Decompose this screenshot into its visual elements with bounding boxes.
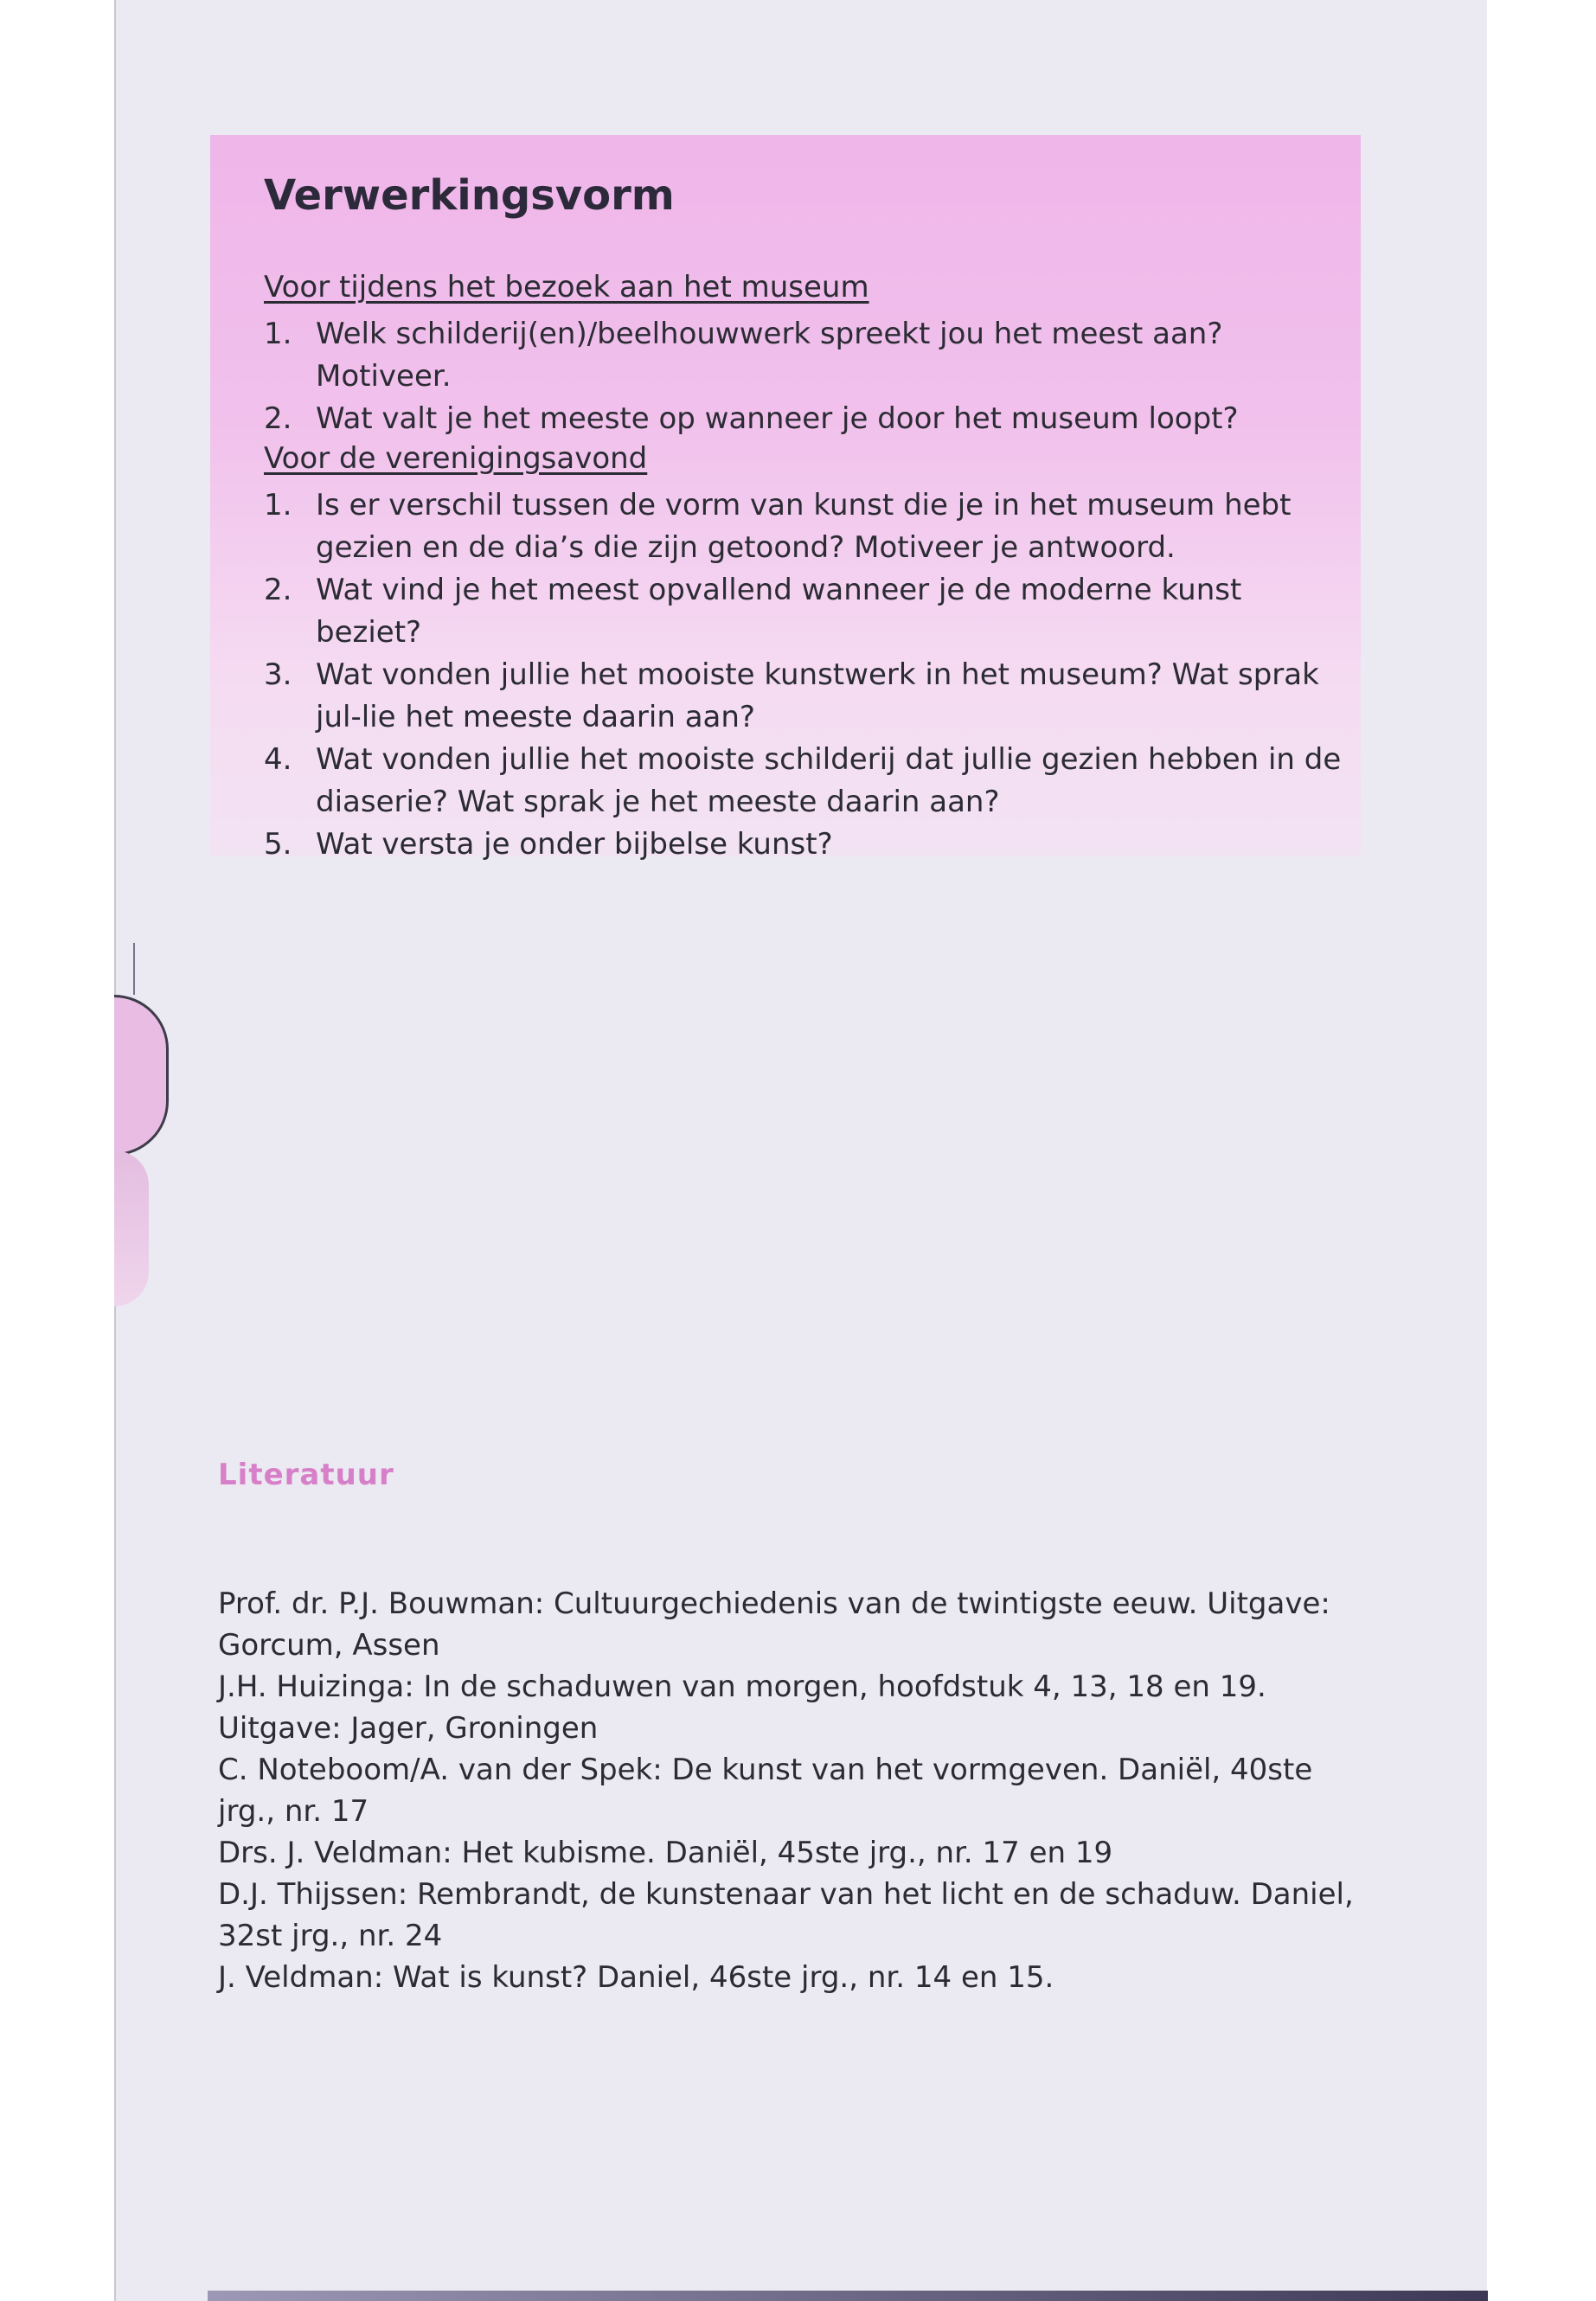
list-item: 2. Wat vind je het meest opvallend wanneer je de moderne kunst beziet?: [264, 573, 1242, 650]
literature-item: D.J. Thijssen: Rembrandt, de kunstenaar van het licht en de schaduw. Daniel, 32st jrg., nr. 24: [218, 1877, 1354, 1953]
assignment-title: Verwerkingsvorm: [264, 171, 675, 220]
literature-list: [218, 1583, 1360, 1998]
question-list-club-evening: [264, 484, 1354, 866]
list-item: 1. Welk schilderij(en)/beelhouwwerk spreekt jou het meest aan? Motiveer.: [264, 317, 1223, 394]
literature-item: J. Veldman: Wat is kunst? Daniel, 46ste jrg., nr. 14 en 15.: [218, 1960, 1054, 1995]
literature-item: J.H. Huizinga: In de schaduwen van morgen, hoofdstuk 4, 13, 18 en 19. Uitgave: Jager, Groningen: [218, 1670, 1266, 1746]
section-heading-museum-visit: Voor tijdens het bezoek aan het museum: [264, 270, 869, 304]
literature-item: Prof. dr. P.J. Bouwman: Cultuurgechiedenis van de twintigste eeuw. Uitgave: Gorcum, Assen: [218, 1586, 1330, 1663]
literature-item: Drs. J. Veldman: Het kubisme. Daniël, 45ste jrg., nr. 17 en 19: [218, 1836, 1113, 1870]
list-item: 2. Wat valt je het meeste op wanneer je door het museum loopt?: [264, 401, 1239, 436]
previous-text-fragment: [116, 0, 1487, 7]
list-item: 3. Wat vonden jullie het mooiste kunstwerk in het museum? Wat sprak jul-lie het meeste daarin aan?: [264, 657, 1319, 734]
literature-heading: Literatuur: [218, 1458, 394, 1492]
page-bottom-edge: [208, 2291, 1488, 2301]
literature-item: C. Noteboom/A. van der Spek: De kunst van het vormgeven. Daniël, 40ste jrg., nr. 17: [218, 1753, 1313, 1829]
list-item: 5. Wat versta je onder bijbelse kunst?: [264, 827, 833, 862]
list-item: 4. Wat vonden jullie het mooiste schilderij dat jullie gezien hebben in de diaserie? Wat sprak je het meeste daarin aan?: [264, 742, 1342, 819]
chapter-tab-lower: [114, 1150, 149, 1306]
list-item: 1. Is er verschil tussen de vorm van kunst die je in het museum hebt gezien en de dia’s die zijn getoond? Motiveer je antwoord.: [264, 488, 1292, 565]
section-heading-club-evening: Voor de verenigingsavond: [264, 441, 648, 476]
tab-connector-line: [133, 943, 135, 995]
question-list-museum-visit: [264, 313, 1354, 440]
